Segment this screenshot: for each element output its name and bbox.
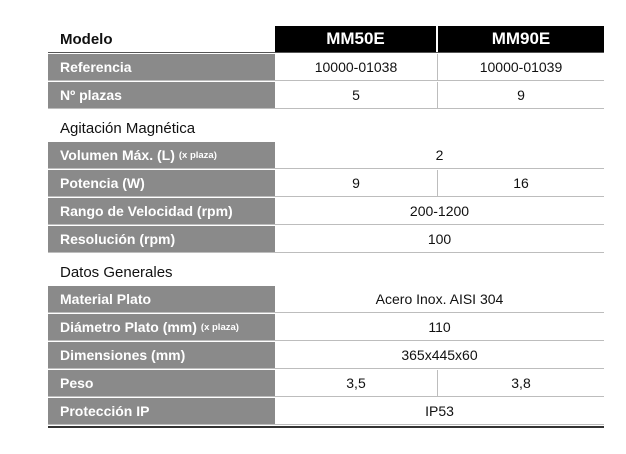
spec-row-diametro <box>48 314 604 341</box>
spec-row-velocidad <box>48 198 604 225</box>
spec-value-shared: Acero Inox. AISI 304 <box>375 291 504 307</box>
spec-value-mm50e: 9 <box>275 170 438 196</box>
spec-label: Peso <box>48 370 275 396</box>
spec-label: Dimensiones (mm) <box>48 342 275 368</box>
spec-value-shared: 2 <box>435 147 444 163</box>
section-title-agitacion: Agitación Magnética <box>60 120 196 137</box>
spec-value-shared: IP53 <box>425 403 454 419</box>
spec-value-mm90e: 3,8 <box>511 375 531 391</box>
spec-label-note: (x plaza) <box>200 321 239 333</box>
spec-row-proteccion <box>48 398 604 425</box>
spec-label: Nº plazas <box>48 82 275 108</box>
spec-label <box>48 314 275 340</box>
spec-label: Resolución (rpm) <box>48 226 275 252</box>
spec-value-shared: 365x445x60 <box>401 347 478 363</box>
spec-row-dimensiones <box>48 342 604 369</box>
spec-row-material <box>48 286 604 313</box>
table-bottom-rule <box>48 426 604 428</box>
spec-label: Referencia <box>48 54 275 80</box>
spec-label-note: (x plaza) <box>178 149 217 161</box>
spec-row-resolucion <box>48 226 604 253</box>
spec-value-shared: 100 <box>427 231 452 247</box>
spec-row-plazas <box>48 82 604 109</box>
spec-value-mm50e: 10000-01038 <box>275 54 438 80</box>
spec-label: Potencia (W) <box>48 170 275 196</box>
spec-value-mm90e: 9 <box>517 87 525 103</box>
model-mm50e: MM50E <box>275 26 438 52</box>
section-title-datos-generales: Datos Generales <box>60 264 173 281</box>
spec-label <box>48 142 275 168</box>
header-row <box>48 26 604 53</box>
spec-label-text: Volumen Máx. (L) <box>60 147 175 163</box>
spec-label: Rango de Velocidad (rpm) <box>48 198 275 224</box>
spec-value-shared: 200-1200 <box>409 203 470 219</box>
spec-value-mm50e: 5 <box>275 82 438 108</box>
spec-label: Material Plato <box>48 286 275 312</box>
spec-value-shared: 110 <box>428 319 451 335</box>
spec-label: Protección IP <box>48 398 275 424</box>
spec-label-text: Diámetro Plato (mm) <box>60 319 197 335</box>
model-label: Modelo <box>60 30 113 48</box>
spec-value-mm90e: 16 <box>513 175 529 191</box>
spec-row-referencia <box>48 54 604 81</box>
model-mm90e: MM90E <box>438 26 604 52</box>
spec-row-potencia <box>48 170 604 197</box>
spec-row-volumen <box>48 142 604 169</box>
spec-value-mm50e: 3,5 <box>275 370 438 396</box>
spec-value-mm90e: 10000-01039 <box>479 59 563 75</box>
spec-row-peso <box>48 370 604 397</box>
